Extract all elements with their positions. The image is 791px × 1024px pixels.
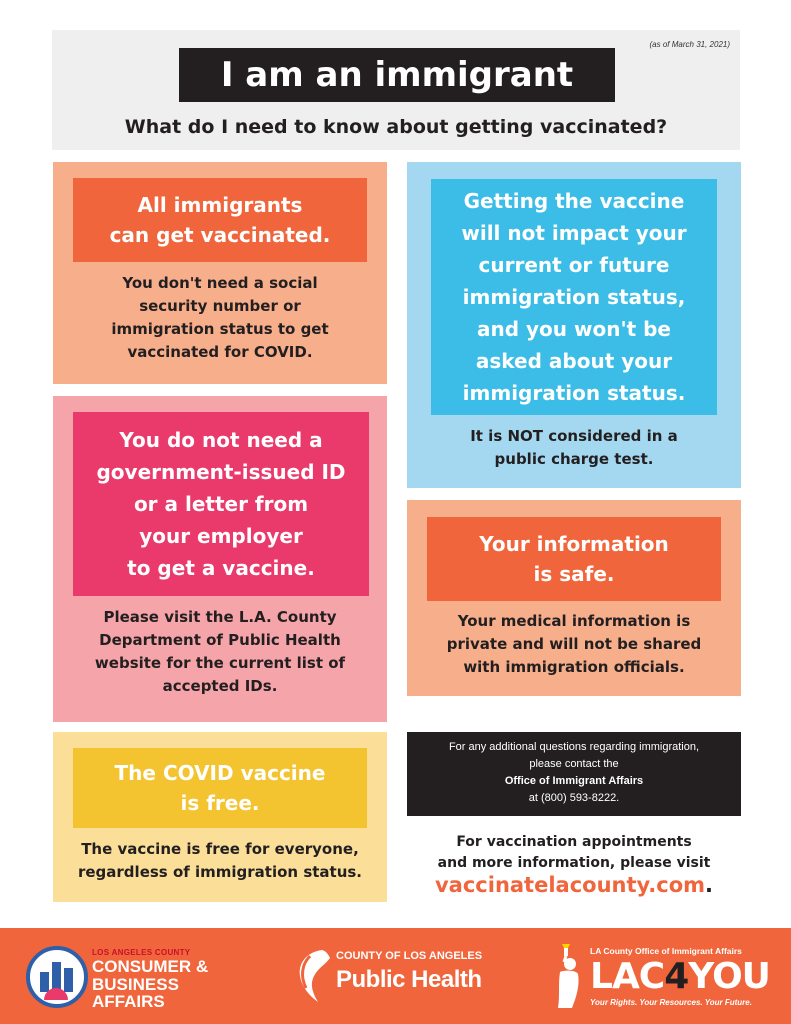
url-line [407, 873, 741, 897]
panel-no-id [53, 396, 387, 722]
date-note: (as of March 31, 2021) [649, 40, 730, 49]
panel-body: Please visit the L.A. County Department of Public Health website for the current list of accepted IDs. [94, 608, 346, 695]
contact-line: For any additional questions regarding immigration, [448, 741, 700, 753]
url-period: . [705, 873, 714, 897]
logo-text: COUNTY OF LOS ANGELES [336, 950, 483, 962]
visit-text: For vaccination appointments and more information, please visit [437, 834, 711, 871]
contact-line: please contact the [529, 758, 619, 770]
panel-free [53, 732, 387, 902]
logo-text: CONSUMER & [92, 957, 209, 976]
footer-logos [0, 928, 791, 1024]
logo-brand-part: YOU [688, 956, 770, 997]
panel-info-safe [407, 500, 741, 696]
phone-number[interactable]: at (800) 593-8222. [528, 792, 620, 804]
office-name: Office of Immigrant Affairs [504, 775, 644, 787]
logo-text: LA County Office of Immigrant Affairs [590, 946, 742, 956]
public-health-logo [292, 946, 492, 1006]
logo-brand-part: 4 [664, 956, 689, 997]
panel-headline: Your information is safe. [427, 517, 721, 601]
page-subtitle: What do I need to know about getting vaccinated? [124, 116, 668, 138]
logo-text: Public Health [336, 966, 482, 993]
panel-headline: Getting the vaccine will not impact your current or future immigration status, and you won't be asked about your immigration status. [431, 179, 717, 415]
city-skyline-icon [26, 946, 88, 1008]
statue-of-liberty-icon [546, 942, 586, 1012]
panel-body: Your medical information is private and will not be shared with immigration officials. [446, 612, 702, 676]
consumer-business-affairs-logo [26, 946, 226, 1010]
contact-box [407, 732, 741, 816]
panel-immigration-status [407, 162, 741, 488]
panel-body: You don't need a social security number or immigration status to get vaccinated for COVID. [111, 274, 329, 361]
panel-body: The vaccine is free for everyone, regardless of immigration status. [77, 840, 363, 881]
panel-all-immigrants [53, 162, 387, 384]
panel-headline: You do not need a government-issued ID or a letter from your employer to get a vaccine. [73, 412, 369, 596]
page-title: I am an immigrant [179, 48, 615, 102]
logo-text: LOS ANGELES COUNTY [92, 948, 191, 957]
logo-text: BUSINESS AFFAIRS [92, 975, 179, 1011]
county-seal-icon [292, 946, 334, 1006]
vaccine-website-link[interactable]: vaccinatelacounty.com [434, 873, 706, 897]
panel-headline: The COVID vaccine is free. [73, 748, 367, 828]
lac4you-logo [546, 942, 770, 1018]
logo-brand-part: LAC [590, 956, 665, 997]
header [52, 30, 740, 150]
logo-tagline: Your Rights. Your Resources. Your Future. [590, 998, 752, 1007]
panel-body: It is NOT considered in a public charge test. [470, 427, 678, 468]
logo-brand [590, 958, 770, 996]
panel-headline: All immigrants can get vaccinated. [73, 178, 367, 262]
